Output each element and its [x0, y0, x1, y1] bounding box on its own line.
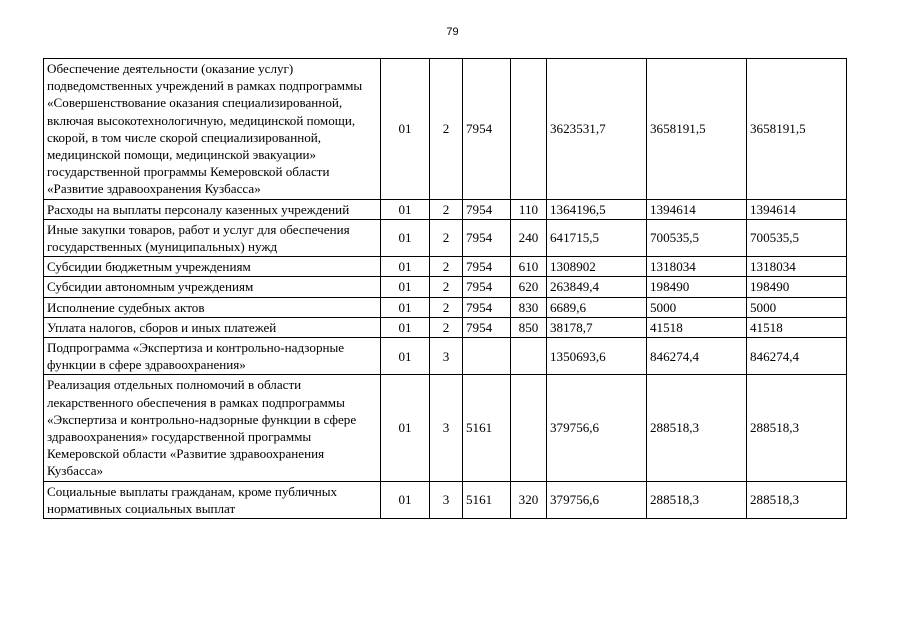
amount-3: 700535,5 [747, 219, 847, 256]
target-article-code: 7954 [463, 297, 511, 317]
amount-2: 288518,3 [647, 375, 747, 481]
amount-3: 198490 [747, 277, 847, 297]
subprogram-code: 3 [430, 481, 463, 518]
amount-3: 5000 [747, 297, 847, 317]
amount-1: 1350693,6 [547, 338, 647, 375]
subprogram-code: 2 [430, 277, 463, 297]
subprogram-code: 2 [430, 199, 463, 219]
section-code: 01 [381, 317, 430, 337]
table-row [44, 338, 847, 375]
section-code: 01 [381, 297, 430, 317]
amount-1: 379756,6 [547, 481, 647, 518]
expense-type-code [511, 338, 547, 375]
amount-2: 1318034 [647, 257, 747, 277]
amount-1: 1364196,5 [547, 199, 647, 219]
row-name: Обеспечение деятельности (оказание услуг) подведомственных учреждений в рамках подпрограммы «Совершенствование оказания специализированной, включая высокотехнологичную, медицинской помощи, скорой, в том числе скорой специализированной, медицинской помощи, медицинской эвакуации» государственной программы Кемеровской области «Развитие здравоохранения Кузбасса» [44, 59, 381, 200]
subprogram-code: 2 [430, 317, 463, 337]
table-row [44, 375, 847, 481]
amount-3: 41518 [747, 317, 847, 337]
amount-1: 6689,6 [547, 297, 647, 317]
target-article-code [463, 338, 511, 375]
row-name: Иные закупки товаров, работ и услуг для обеспечения государственных (муниципальных) нужд [44, 219, 381, 256]
expense-type-code: 850 [511, 317, 547, 337]
table-row [44, 219, 847, 256]
row-name: Субсидии автономным учреждениям [44, 277, 381, 297]
table-row [44, 277, 847, 297]
amount-2: 846274,4 [647, 338, 747, 375]
subprogram-code: 2 [430, 297, 463, 317]
amount-1: 641715,5 [547, 219, 647, 256]
target-article-code: 7954 [463, 59, 511, 200]
table-row [44, 297, 847, 317]
subprogram-code: 2 [430, 59, 463, 200]
expense-type-code: 110 [511, 199, 547, 219]
row-name: Подпрограмма «Экспертиза и контрольно-надзорные функции в сфере здравоохранения» [44, 338, 381, 375]
row-name: Уплата налогов, сборов и иных платежей [44, 317, 381, 337]
amount-3: 1394614 [747, 199, 847, 219]
expense-type-code: 320 [511, 481, 547, 518]
page-number: 79 [446, 26, 459, 38]
target-article-code: 7954 [463, 257, 511, 277]
amount-1: 379756,6 [547, 375, 647, 481]
amount-2: 1394614 [647, 199, 747, 219]
subprogram-code: 2 [430, 219, 463, 256]
expense-type-code [511, 375, 547, 481]
row-name: Расходы на выплаты персоналу казенных учреждений [44, 199, 381, 219]
subprogram-code: 3 [430, 375, 463, 481]
table-row [44, 481, 847, 518]
amount-2: 3658191,5 [647, 59, 747, 200]
amount-2: 41518 [647, 317, 747, 337]
amount-1: 38178,7 [547, 317, 647, 337]
target-article-code: 5161 [463, 481, 511, 518]
amount-3: 288518,3 [747, 481, 847, 518]
amount-3: 1318034 [747, 257, 847, 277]
subprogram-code: 2 [430, 257, 463, 277]
amount-2: 700535,5 [647, 219, 747, 256]
section-code: 01 [381, 277, 430, 297]
amount-3: 846274,4 [747, 338, 847, 375]
table-row [44, 257, 847, 277]
row-name: Социальные выплаты гражданам, кроме публичных нормативных социальных выплат [44, 481, 381, 518]
section-code: 01 [381, 375, 430, 481]
target-article-code: 7954 [463, 317, 511, 337]
subprogram-code: 3 [430, 338, 463, 375]
table-row [44, 199, 847, 219]
amount-2: 288518,3 [647, 481, 747, 518]
expense-type-code: 240 [511, 219, 547, 256]
section-code: 01 [381, 199, 430, 219]
table-row [44, 59, 847, 200]
section-code: 01 [381, 219, 430, 256]
amount-2: 198490 [647, 277, 747, 297]
budget-table [43, 58, 847, 519]
section-code: 01 [381, 481, 430, 518]
section-code: 01 [381, 59, 430, 200]
table-row [44, 317, 847, 337]
section-code: 01 [381, 257, 430, 277]
amount-3: 3658191,5 [747, 59, 847, 200]
amount-3: 288518,3 [747, 375, 847, 481]
target-article-code: 7954 [463, 219, 511, 256]
row-name: Исполнение судебных актов [44, 297, 381, 317]
expense-type-code: 830 [511, 297, 547, 317]
amount-1: 263849,4 [547, 277, 647, 297]
target-article-code: 7954 [463, 277, 511, 297]
row-name: Реализация отдельных полномочий в области лекарственного обеспечения в рамках подпрограммы «Экспертиза и контрольно-надзорные функции в сфере здравоохранения» государственной программы Кемеровской области «Развитие здравоохранения Кузбасса» [44, 375, 381, 481]
expense-type-code: 610 [511, 257, 547, 277]
amount-1: 3623531,7 [547, 59, 647, 200]
expense-type-code [511, 59, 547, 200]
amount-2: 5000 [647, 297, 747, 317]
amount-1: 1308902 [547, 257, 647, 277]
target-article-code: 5161 [463, 375, 511, 481]
target-article-code: 7954 [463, 199, 511, 219]
row-name: Субсидии бюджетным учреждениям [44, 257, 381, 277]
section-code: 01 [381, 338, 430, 375]
expense-type-code: 620 [511, 277, 547, 297]
